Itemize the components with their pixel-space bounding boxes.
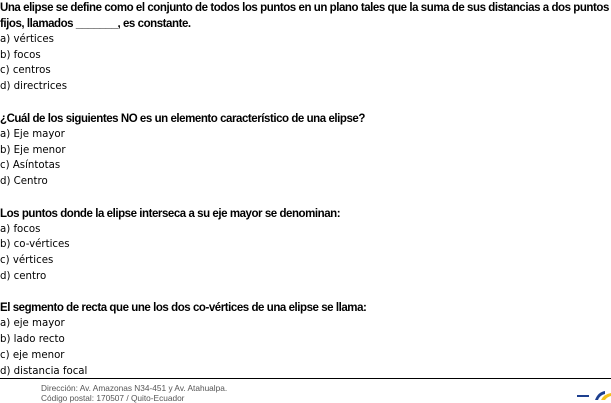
footer-postal-line: Código postal: 170507 / Quito-Ecuador: [41, 393, 185, 403]
question-4: [0, 300, 611, 379]
question-text: Una elipse se define como el conjunto de todos los puntos en un plano tales que la suma de sus distancias a dos puntos fijos, llamados _______, es constante.: [0, 2, 609, 30]
footer-address: [41, 383, 227, 403]
option-c: c) vértices: [0, 255, 54, 267]
option-d: d) centro: [0, 270, 47, 282]
option-b: b) lado recto: [0, 334, 65, 346]
question-2: [0, 111, 611, 190]
option-a: a) Eje mayor: [0, 128, 65, 140]
question-text: ¿Cuál de los siguientes NO es un elemento característico de una elipse?: [0, 112, 365, 125]
question-1: [0, 0, 611, 95]
footer-address-line: Dirección: Av. Amazonas N34-451 y Av. Atahualpa.: [41, 383, 228, 393]
option-d: d) distancia focal: [0, 365, 88, 377]
option-b: b) co-vértices: [0, 239, 70, 251]
option-d: d) Centro: [0, 175, 48, 187]
option-b: b) Eje menor: [0, 144, 66, 156]
option-c: c) eje menor: [0, 349, 65, 361]
institution-logo-icon: [571, 386, 611, 400]
question-text: Los puntos donde la elipse interseca a su eje mayor se denominan:: [0, 207, 341, 220]
question-3: [0, 206, 611, 285]
option-a: a) vértices: [0, 34, 54, 45]
option-c: c) Asíntotas: [0, 160, 61, 172]
question-text: El segmento de recta que une los dos co-vértices de una elipse se llama:: [0, 302, 367, 315]
option-c: c) centros: [0, 65, 51, 77]
option-a: a) eje mayor: [0, 318, 65, 330]
footer-divider: [0, 378, 611, 379]
option-a: a) focos: [0, 223, 41, 235]
option-b: b) focos: [0, 49, 41, 61]
option-d: d) directrices: [0, 81, 67, 93]
